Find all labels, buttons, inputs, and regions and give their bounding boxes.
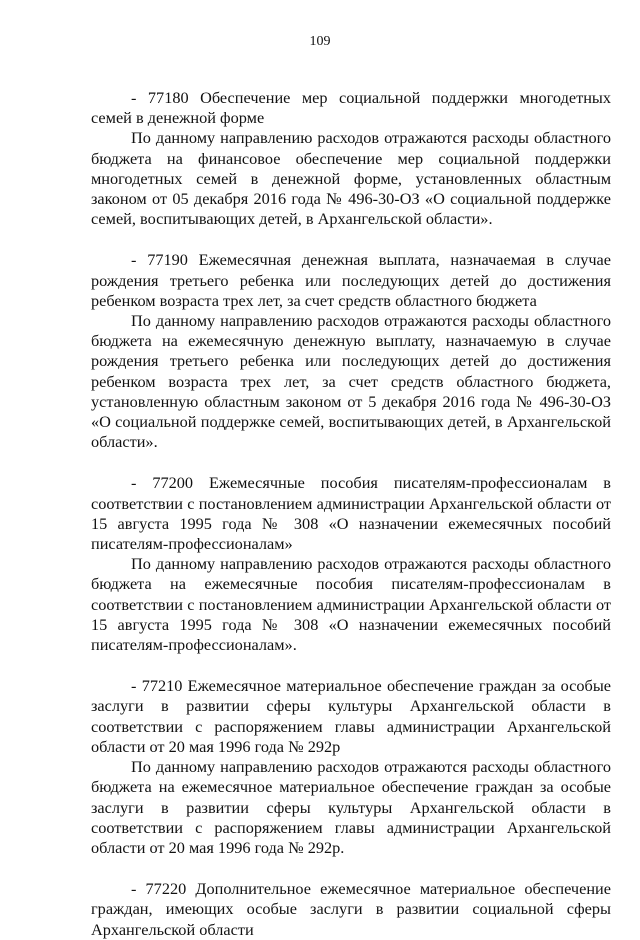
section-77210 bbox=[91, 676, 611, 858]
section-heading: - 77200 Ежемесячные пособия писателям-профессионалам в соответствии с постановлением администрации Архангельской области от 15 августа 1995 года № 308 «О назначении ежемесячных пособий писателям-профессионалам» bbox=[91, 473, 611, 554]
section-77200 bbox=[91, 473, 611, 655]
section-body: По данному направлению расходов отражаются расходы областного бюджета на ежемесячные пособия писателям-профессионалам в соответствии с постановлением администрации Архангельской области от 15 августа 1995 года № 308 «О назначении ежемесячных пособий писателям-профессионалам». bbox=[91, 554, 611, 655]
page-number: 109 bbox=[309, 34, 331, 49]
section-77190 bbox=[91, 250, 611, 452]
section-77220 bbox=[91, 879, 611, 940]
section-body: По данному направлению расходов отражаются расходы областного бюджета на ежемесячную денежную выплату, назначаемую в случае рождения третьего ребенка или последующих детей до достижения ребенком возраста трех лет, за счет средств областного бюджета, установленную областным законом от 5 декабря 2016 года № 496-30-ОЗ «О социальной поддержке семей, воспитывающих детей, в Архангельской области». bbox=[91, 311, 611, 452]
section-heading: - 77220 Дополнительное ежемесячное материальное обеспечение граждан, имеющих особые заслуги в развитии социальной сферы Архангельской области bbox=[91, 879, 611, 939]
section-spacer bbox=[91, 858, 611, 879]
document-body bbox=[91, 88, 611, 940]
section-body: По данному направлению расходов отражаются расходы областного бюджета на финансовое обеспечение мер социальной поддержки многодетных семей в денежной форме, установленных областным законом от 05 декабря 2016 года № 496-30-ОЗ «О социальной поддержке семей, воспитывающих детей, в Архангельской области». bbox=[91, 128, 611, 229]
section-spacer bbox=[91, 229, 611, 250]
section-spacer bbox=[91, 452, 611, 473]
section-body: По данному направлению расходов отражаются расходы областного бюджета на ежемесячное материальное обеспечение граждан за особые заслуги в развитии сферы культуры Архангельской области в соответствии с распоряжением главы администрации Архангельской области от 20 мая 1996 года № 292р. bbox=[91, 757, 611, 857]
section-heading: - 77190 Ежемесячная денежная выплата, назначаемая в случае рождения третьего ребенка или последующих детей до достижения ребенком возраста трех лет, за счет средств областного бюджета bbox=[91, 250, 611, 310]
section-heading: - 77210 Ежемесячное материальное обеспечение граждан за особые заслуги в развитии сферы культуры Архангельской области в соответствии с распоряжением главы администрации Архангельской области от 20 мая 1996 года № 292р bbox=[91, 676, 611, 756]
section-77180 bbox=[91, 88, 611, 229]
section-spacer bbox=[91, 655, 611, 676]
section-heading: - 77180 Обеспечение мер социальной поддержки многодетных семей в денежной форме bbox=[91, 88, 611, 128]
